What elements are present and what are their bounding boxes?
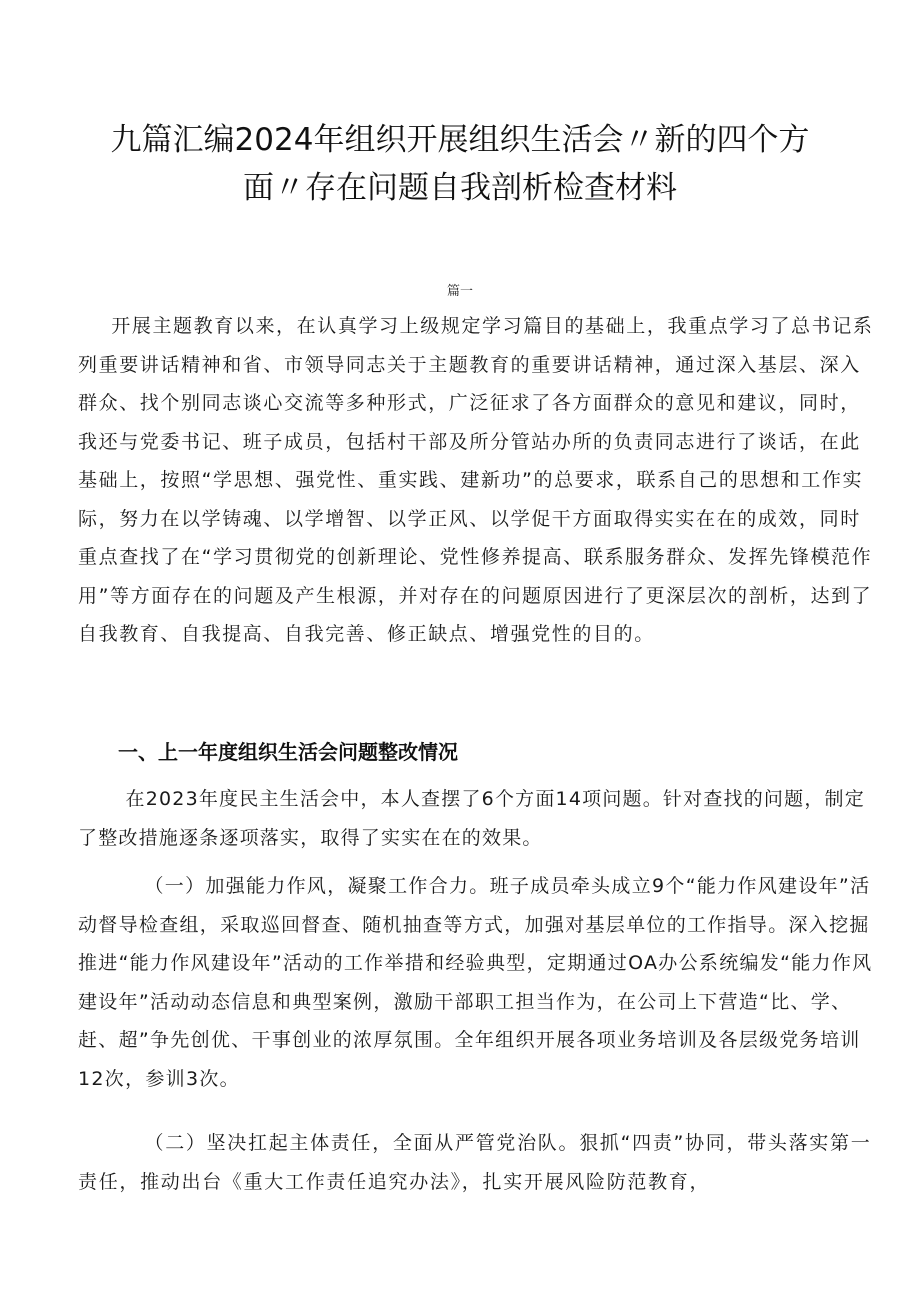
intro-paragraph: 开展主题教育以来，在认真学习上级规定学习篇目的基础上，我重点学习了总书记系列重要讲话精神和省、市领导同志关于主题教育的重要讲话精神，通过深入基层、深入群众、找个别同志谈心交流等多种形式，广泛征求了各方面群众的意见和建议，同时，我还与党委书记、班子成员，包括村干部及所分管站办所的负责同志进行了谈话，在此基础上，按照“学思想、强党性、重实践、建新功”的总要求，联系自己的思想和工作实际，努力在以学铸魂、以学增智、以学正风、以学促干方面取得实实在在的成效，同时重点查找了在“学习贯彻党的创新理论、党性修养提高、联系服务群众、发挥先锋模范作用”等方面存在的问题及产生根源，并对存在的问题原因进行了更深层次的剖析，达到了自我教育、自我提高、自我完善、修正缺点、增强党性的目的。	[78, 315, 874, 645]
document-title-line1: 九篇汇编2024年组织开展组织生活会〃新的四个方	[110, 122, 810, 158]
responsibility-paragraph: （二）坚决扛起主体责任，全面从严管党治队。狠抓“四责”协同，带头落实第一责任，推动出台《重大工作责任追究办法》，扎实开展风险防范教育，	[78, 1132, 872, 1193]
section-heading: 一、上一年度组织生活会问题整改情况	[118, 740, 458, 764]
document-title-line2: 面〃存在问题自我剖析检查材料	[243, 170, 677, 206]
section-label: 篇一	[446, 284, 473, 299]
ability-style-paragraph: （一）加强能力作风，凝聚工作合力。班子成员牵头成立9个“能力作风建设年”活动督导检查组，采取巡回督查、随机抽查等方式，加强对基层单位的工作指导。深入挖掘推进“能力作风建设年”活动的工作举措和经验典型，定期通过OA办公系统编发“能力作风建设年”活动动态信息和典型案例，激励干部职工担当作为，在公司上下营造“比、学、赶、超”争先创优、干事创业的浓厚氛围。全年组织开展各项业务培训及各层级党务培训12次，参训3次。	[78, 875, 873, 1090]
rectification-summary-paragraph: 在2023年度民主生活会中，本人查摆了6个方面14项问题。针对查找的问题，制定了整改措施逐条逐项落实，取得了实实在在的效果。	[78, 788, 865, 849]
